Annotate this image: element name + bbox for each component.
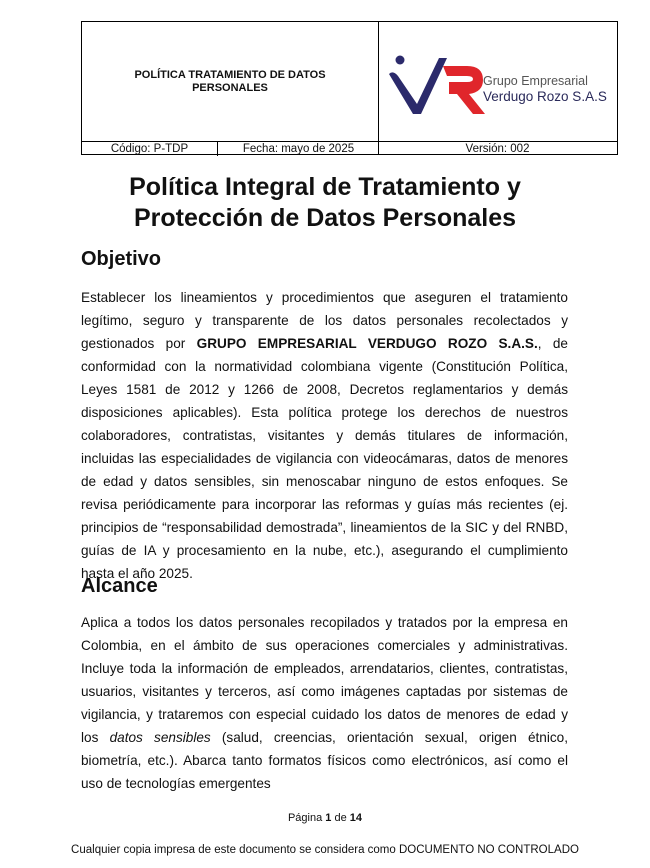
page-number — [0, 812, 650, 824]
page-number-current: 1 — [325, 812, 332, 824]
header-document-title: POLÍTICA TRATAMIENTO DE DATOS PERSONALES — [134, 68, 326, 94]
company-name-bold: GRUPO EMPRESARIAL VERDUGO ROZO S.A.S. — [196, 336, 538, 351]
document-date: Fecha: mayo de 2025 — [217, 142, 379, 156]
alcance-text-2: (salud, creencias, orientación sexual, origen étnico, biometría, etc.). Abarca tanto formatos físicos como electrónicos, así como el uso de tecnologías emergentes — [81, 730, 569, 791]
logo-text-line2: Verdugo Rozo S.A.S — [483, 89, 607, 104]
logo-text-line1: Grupo Empresarial — [483, 74, 588, 88]
alcance-text-1: Aplica a todos los datos personales recopilados y tratados por la empresa en Colombia, en el ámbito de sus operaciones comerciales y administrativas. Incluye toda la información de empleados, arrendatarios, clientes, contratistas, usuarios, visitantes y terceros, así como imágenes captadas por sistemas de vigilancia, y trataremos con especial cuidado los datos de menores de edad y los — [81, 615, 568, 745]
uncontrolled-copy-note: Cualquier copia impresa de este documento se considera como DOCUMENTO NO CONTROLADO — [71, 844, 579, 856]
sensitive-data-italic: datos sensibles — [109, 730, 211, 745]
section-heading-objetivo: Objetivo — [81, 248, 162, 270]
page-title-line1: Política Integral de Tratamiento y — [129, 173, 521, 201]
company-logo — [379, 22, 617, 141]
section-paragraph-objetivo — [81, 286, 568, 585]
section-heading-alcance: Alcance — [81, 575, 158, 597]
page-number-separator: de — [334, 812, 347, 824]
document-header-table — [81, 21, 618, 155]
document-code: Código: P-TDP — [110, 143, 189, 155]
objetivo-text-1: Establecer los lineamientos y procedimientos que aseguren el tratamiento legítimo, seguro y transparente de los datos personales recolectados y gestionados por — [81, 290, 568, 351]
page-title — [60, 172, 590, 234]
page-title-line2: Protección de Datos Personales — [133, 204, 517, 232]
page-number-prefix: Página — [287, 812, 323, 824]
header-title-cell — [82, 22, 378, 141]
section-paragraph-alcance — [81, 611, 568, 795]
document-version: Versión: 002 — [465, 143, 530, 155]
company-logo-mark — [387, 52, 487, 122]
page-number-total: 14 — [349, 812, 363, 824]
objetivo-text-2: , de conformidad con la normatividad colombiana vigente (Constitución Política, Leyes 1581 de 2012 y 1266 de 2008, Decretos reglamentarios y demás disposiciones aplicables). Esta política protege los derechos de nuestros colaboradores, contratistas, visitantes y demás titulares de información, incluidas las especialidades de vigilancia con videocámaras, datos de menores de edad y datos sensibles, sin menoscabar ninguno de estos enfoques. Se revisa periódicamente para incorporar las reformas y guías más recientes (ej. principios de “responsabilidad demostrada”, lineamientos de la SIC y del RNBD, guías de IA y procesamiento en la nube, etc.), asegurando el cumplimiento hasta el año 2025. — [81, 336, 568, 581]
